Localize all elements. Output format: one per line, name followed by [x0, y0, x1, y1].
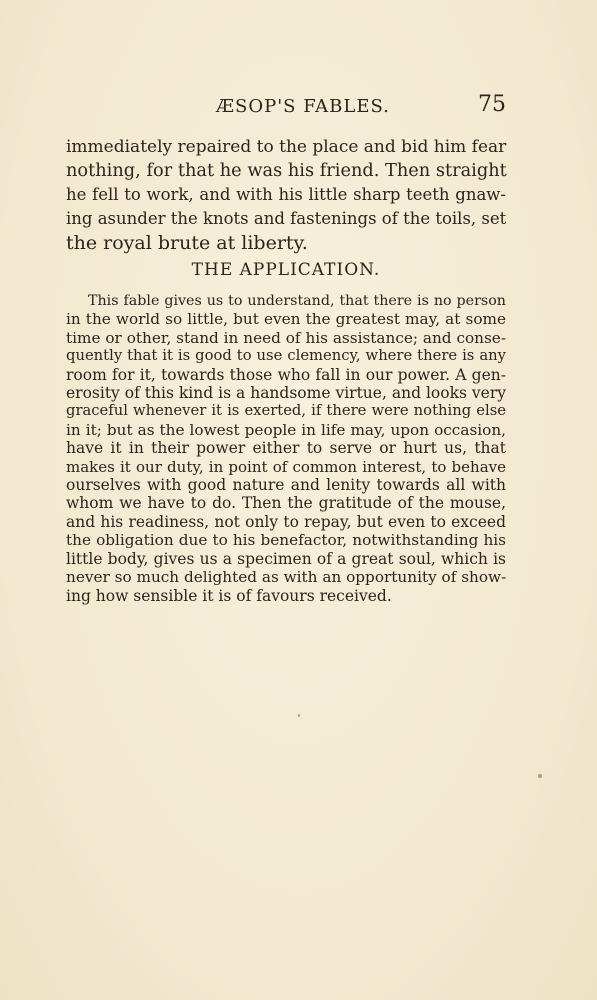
text-line: have it in their power either to serve or hurt us, that — [66, 439, 506, 458]
text-line: erosity of this kind is a handsome virtue, and looks very — [66, 384, 506, 403]
section-heading: THE APPLICATION. — [191, 260, 381, 280]
text-line: time or other, stand in need of his assistance; and conse- — [66, 328, 506, 347]
text-line: the royal brute at liberty. — [66, 232, 308, 254]
text-line: he fell to work, and with his little sharp teeth gnaw- — [66, 185, 506, 204]
application-paragraph — [66, 292, 506, 605]
paper-speck — [298, 714, 300, 717]
running-head: ÆSOP'S FABLES. — [216, 96, 390, 117]
text-line: the obligation due to his benefactor, notwithstanding his — [66, 531, 506, 550]
text-line: little body, gives us a specimen of a great soul, which is — [66, 549, 506, 568]
paper-speck — [538, 774, 542, 778]
fable-ending-paragraph — [66, 135, 506, 255]
text-line: and his readiness, not only to repay, but even to exceed — [66, 512, 506, 531]
text-line: This fable gives us to understand, that there is no person — [88, 293, 506, 309]
page-header — [66, 92, 506, 122]
text-line: ing how sensible it is of favours received. — [66, 586, 392, 605]
text-line: nothing, for that he was his friend. Then straight — [66, 161, 507, 181]
text-line: ing asunder the knots and fastenings of the toils, set — [66, 209, 507, 228]
page-number: 75 — [478, 92, 506, 117]
text-line: ourselves with good nature and lenity towards all with — [66, 476, 506, 495]
text-line: in it; but as the lowest people in life may, upon occasion, — [66, 420, 506, 439]
text-line: immediately repaired to the place and bid him fear — [66, 137, 507, 157]
text-line: whom we have to do. Then the gratitude of the mouse, — [66, 494, 506, 513]
text-line: room for it, towards those who fall in our power. A gen- — [66, 365, 506, 384]
text-line: graceful whenever it is exerted, if there were nothing else — [66, 402, 506, 420]
text-line: quently that it is good to use clemency, where there is any — [66, 347, 506, 365]
text-line: makes it our duty, in point of common interest, to behave — [66, 457, 506, 476]
text-line: in the world so little, but even the greatest may, at some — [66, 310, 506, 329]
text-line: never so much delighted as with an opportunity of show- — [66, 568, 507, 587]
